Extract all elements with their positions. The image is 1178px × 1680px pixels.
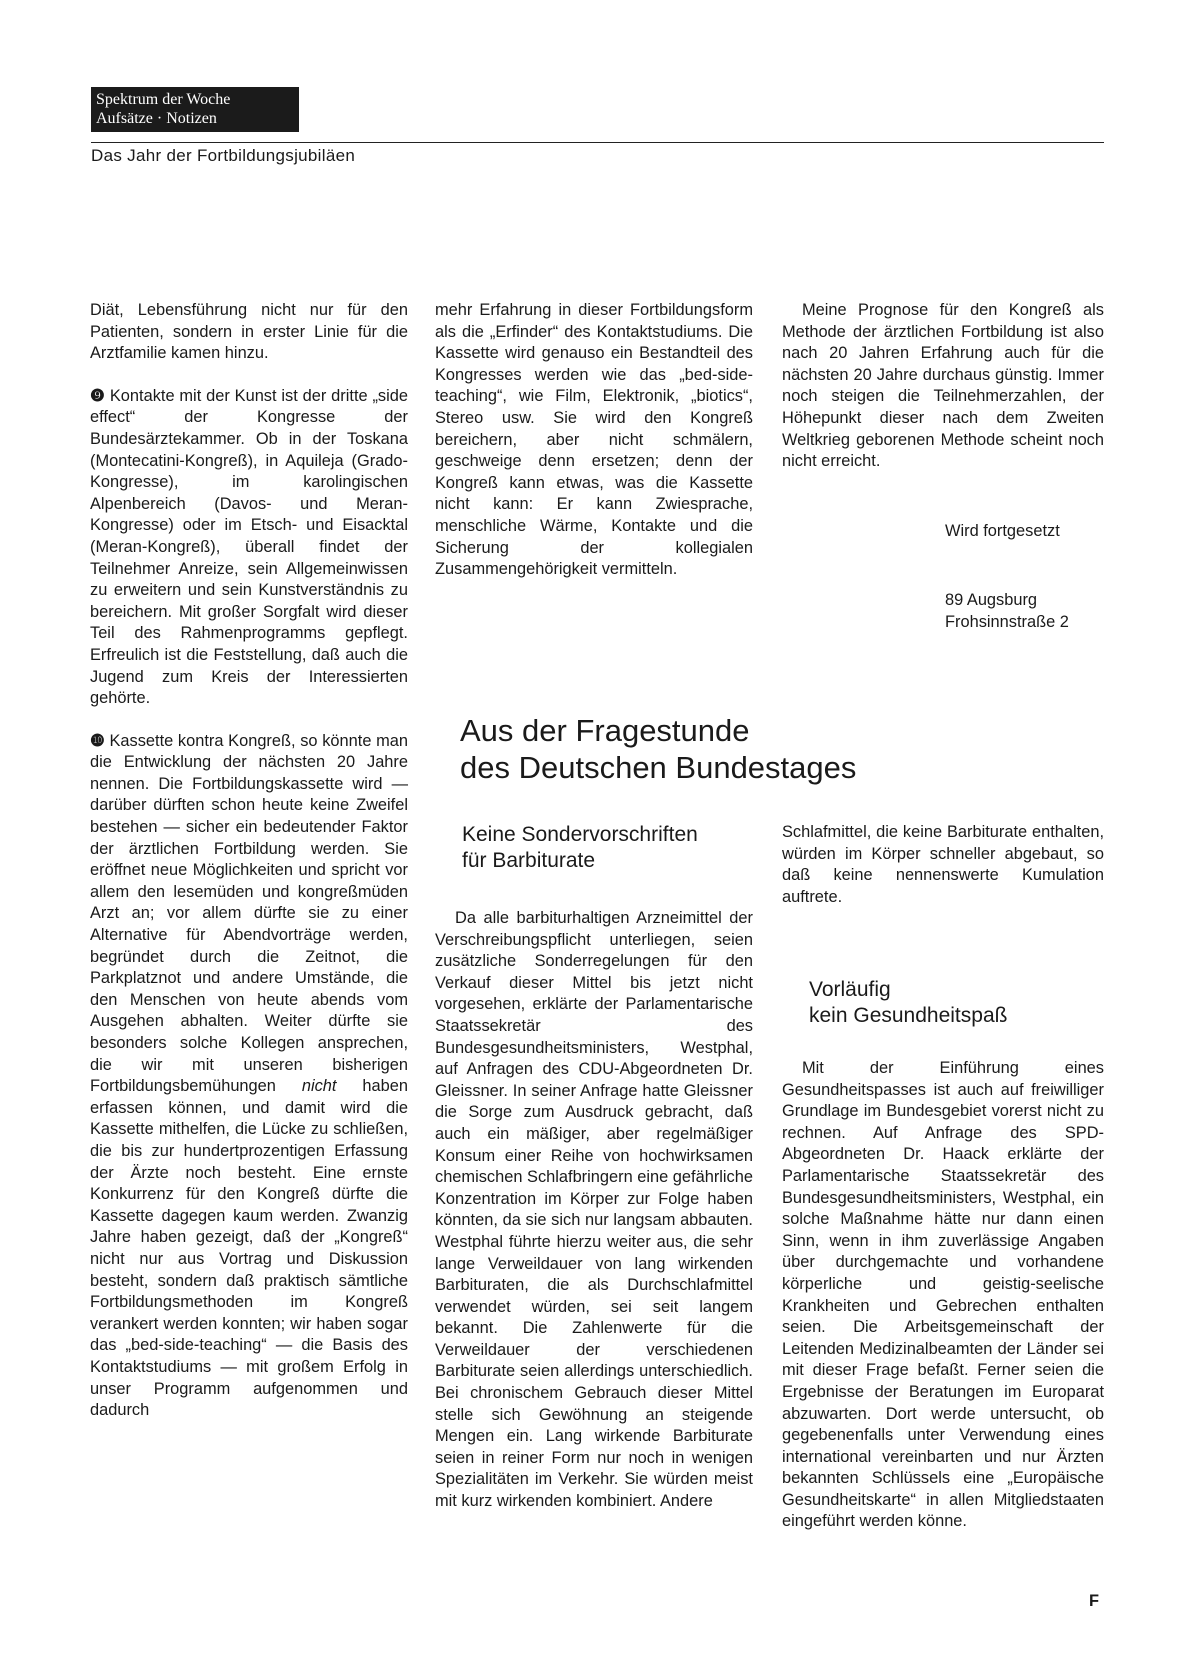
article2-paragraph: Da alle barbiturhaltigen Arzneimittel der Verschreibungspflicht unterliegen, seien zusätzliche Sonderregelungen für den Verkauf dieser Mittel bis jetzt nicht vorgesehen, erklärte der Parlamentarische Staatssekretär des Bundesgesundheitsministers, Westphal, auf Anfragen des CDU-Abgeordneten Dr. Gleissner. In seiner Anfrage hatte Gleissner die Sorge zum Ausdruck gebracht, daß auch ein mäßiger, aber regelmäßiger Konsum einer Reihe von hochwirksamen chemischen Schlafbringern eine gefährliche Konzentration im Körper zur Folge haben könnten, da sie sich nur langsam abbauten. Westphal führte hierzu weiter aus, die sehr lange Verweildauer von lang wirkenden Barbituraten, die als Durchschlafmittel verwendet würden, sei seit langem bekannt. Die Zahlenwerte für die Verweildauer der verschiedenen Barbiturate seien allerdings unterschiedlich. Bei chronischem Gebrauch dieser Mittel stelle sich Gewöhnung an steigende Mengen ein. Lang wirkende Barbiturate seien in reiner Form nur noch in wenigen Spezialitäten im Verkehr. Sie würden meist mit kurz wirkenden kombiniert. Andere xyxy=(435,909,753,1511)
article2-continuation-paragraph: Schlafmittel, die keine Barbiturate enthalten, würden im Körper schneller abgebaut, so daß keine nennenswerte Kumulation auftrete. xyxy=(782,823,1104,906)
address-line-1: 89 Augsburg xyxy=(945,591,1038,609)
article3-paragraph: Mit der Einführung eines Gesundheitspasses ist auch auf freiwilliger Grundlage im Bundesgebiet vorerst nicht zu rechnen. Auf Anfrage des SPD-Abgeordneten Dr. Haack erklärte der Parlamentarische Staatssekretär des Bundesgesundheitsministers, Westphal, ein solche Maßnahme hätte nur dann einen Sinn, wenn in ihm zuverlässige Angaben über durchgemachte und vorhandene körperliche und geistig-seelische Krankheiten und Gebrechen enthalten seien. Die Arbeitsgemeinschaft der Leitenden Medizinalbeamten der Länder sei mit dieser Frage befaßt. Ferner seien die Ergebnisse der Beratungen im Europarat abzuwarten. Dort werde untersucht, ob gegebenenfalls unter Verwendung eines international vereinbarten und nur Ärzten bekannten Schlüssels eine „Europäische Gesundheitskarte“ in allen Mitgliedstaaten eingeführt werden könne. xyxy=(782,1059,1104,1531)
article2-heading-line-2: für Barbiturate xyxy=(462,849,596,872)
article1-paragraph-3-text-a: Kassette kontra Kongreß, so könnte man die Entwicklung der nächsten 20 Jahre nennen. Die Fortbildungskassette wird — darüber dürften schon heute keine Zweifel bestehen — sicher ein bedeutender Faktor der ärztlichen Fortbildung werden. Sie eröffnet neue Möglichkeiten und spricht vor allem den lesemüden und kongreßmüden Arzt an; vor allem dürfte sie zu einer Alternative für Abendvorträge werden, begründet durch die Zeitnot, die Parkplatznot und andere Umstände, die den Menschen von heute abends vom Ausgehen abhalten. Weiter dürfte sie besonders solche Kollegen ansprechen, die wir mit unseren bisherigen Fortbildungsbemühungen xyxy=(90,731,408,1096)
item-9-marker: ❾ xyxy=(90,386,105,405)
article1-column-2-paragraph: mehr Erfahrung in dieser Fortbildungsform als die „Erfinder“ des Kontaktstudiums. Die Kassette wird genauso ein Bestandteil des Kongresses werden wie das „bed-side-teaching“, wie Film, Elektronik, „biotics“, Stereo usw. Sie wird den Kongreß bereichern, aber nicht schmälern, geschweige denn ersetzen; denn der Kongreß kann etwas, was die Kassette nicht kann: Er kann Zwiesprache, menschliche Wärme, Kontakte und die Sicherung der kollegialen Zusammengehörigkeit vermitteln. xyxy=(435,301,753,579)
article1-column-1 xyxy=(90,300,408,1422)
article1-column-3 xyxy=(782,300,1104,473)
article1-paragraph-3-text-b: haben erfassen können, und damit wird die Kassette mithelfen, die Lücke zu schließen, die bis zur hundertprozentigen Erfassung der Ärzte noch besteht. Eine ernste Konkurrenz für den Kongreß dürfte die Kassette dagegen kaum werden. Zwanzig Jahre haben gezeigt, daß der „Kongreß“ nicht nur aus Vortrag und Diskussion besteht, sondern daß praktisch sämtliche Fortbildungsmethoden im Kongreß verankert werden konnten; wir haben sogar das „bed-side-teaching“ — die Basis des Kontaktstudiums — mit großem Erfolg in unser Programm aufgenommen und dadurch xyxy=(90,1077,408,1420)
article1-paragraph-1: Diät, Lebensführung nicht nur für den Patienten, sondern in erster Linie für die Arztfamilie kamen hinzu. xyxy=(90,301,408,363)
continued-note: Wird fortgesetzt xyxy=(945,522,1060,540)
section-title xyxy=(460,712,856,786)
article1-column-2 xyxy=(435,300,753,581)
section-title-line-1: Aus der Fragestunde xyxy=(460,713,750,748)
article3-signoff: F xyxy=(1089,1592,1100,1610)
article1-column-3-paragraph: Meine Prognose für den Kongreß als Methode der ärztlichen Fortbildung ist also nach 20 Jahren Erfahrung auch für die nächsten 20 Jahre durchaus günstig. Immer noch steigen die Teilnehmerzahlen, der Höhepunkt dieser nach dem Zweiten Weltkrieg geborenen Methode scheint noch nicht erreicht. xyxy=(782,301,1104,471)
article2-heading xyxy=(462,822,698,874)
section-badge xyxy=(91,87,299,132)
header-rule xyxy=(91,142,1104,143)
item-10-marker: ❿ xyxy=(90,731,105,750)
article3-heading xyxy=(809,977,1007,1029)
article1-emphasis: nicht xyxy=(301,1077,337,1096)
article3-body xyxy=(782,1058,1104,1533)
badge-line-2: Aufsätze · Notizen xyxy=(96,110,217,127)
badge-line-1: Spektrum der Woche xyxy=(96,91,231,108)
article1-paragraph-2-text: Kontakte mit der Kunst ist der dritte „side effect“ der Kongresse der Bundesärztekammer. Ob in der Toskana (Montecatini-Kongreß), in Aquileja (Grado-Kongresse), im karolingischen Alpenbereich (Davos- und Meran-Kongresse) oder im Etsch- und Eisacktal (Meran-Kongreß), überall findet der Teilnehmer Anreize, sein Allgemeinwissen zu erweitern und sein Kunstverständnis zu bereichern. Mit großer Sorgfalt wird dieser Teil des Rahmenprogramms gepflegt. Erfreulich ist die Feststellung, daß auch die Jugend zum Kreis der Interessierten gehörte. xyxy=(90,386,408,708)
article1-paragraph-2 xyxy=(90,386,408,710)
article2-heading-line-1: Keine Sondervorschriften xyxy=(462,823,698,846)
running-title: Das Jahr der Fortbildungsjubiläen xyxy=(91,146,356,165)
section-title-line-2: des Deutschen Bundestages xyxy=(460,750,857,785)
author-address xyxy=(945,589,1069,633)
article2-continuation xyxy=(782,822,1104,908)
article3-heading-line-2: kein Gesundheitspaß xyxy=(809,1004,1008,1027)
article3-heading-line-1: Vorläufig xyxy=(809,978,891,1001)
article2-body xyxy=(435,908,753,1513)
article1-paragraph-3 xyxy=(90,731,408,1422)
address-line-2: Frohsinnstraße 2 xyxy=(945,613,1069,631)
